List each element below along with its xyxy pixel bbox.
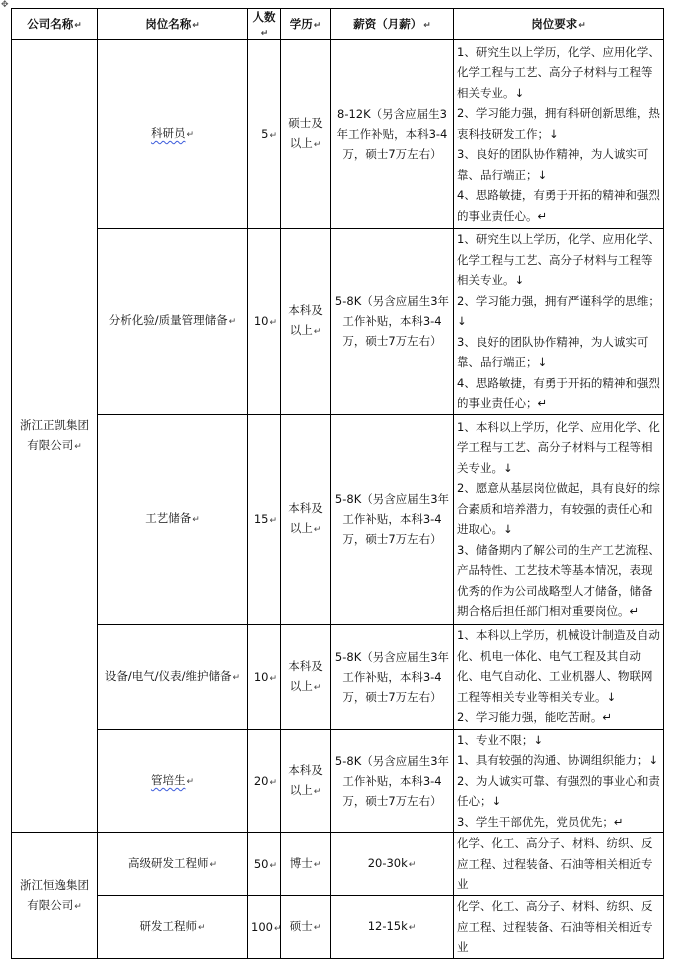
salary-cell: 5-8K（另含应届生3年工作补贴，本科3-4万，硕士7万左右）	[331, 624, 454, 729]
count-cell: 10↵	[248, 229, 281, 415]
requirement-line: 3、学生干部优先，党员优先；↵	[457, 814, 624, 829]
count-cell: 100↵	[248, 896, 281, 959]
position-title: 工艺储备	[145, 511, 192, 525]
table-row	[12, 833, 664, 896]
salary-cell: 8-12K（另含应届生3年工作补贴，本科3-4万，硕士7万左右）	[331, 40, 454, 229]
requirement-line: 1、本科以上学历，机械设计制造及自动化、机电一体化、电气工程及其自动化、电气自动化、工业机器人、物联网工程等相关专业等相关专业。↓	[457, 628, 660, 704]
salary-cell: 5-8K（另含应届生3年工作补贴，本科3-4万，硕士7万左右）	[331, 729, 454, 833]
position-title: 设备/电气/仪表/维护储备	[104, 668, 232, 683]
header-requirements: 岗位要求↵	[454, 9, 664, 40]
position-title-cell: 分析化验/质量管理储备↵	[98, 229, 248, 415]
position-title: 分析化验/质量管理储备	[108, 313, 228, 328]
requirement-line: 4、思路敏捷，有勇于开拓的精神和强烈的事业责任心。↵	[457, 188, 660, 223]
position-title-cell: 管培生↵	[98, 729, 248, 833]
table-row	[12, 896, 664, 959]
company-cell: 浙江正凯集团有限公司↵	[12, 40, 98, 833]
table-move-handle-icon[interactable]: ✥	[1, 0, 9, 10]
count-cell: 5↵	[248, 40, 281, 229]
requirement-line: 3、良好的团队协作精神，为人诚实可靠、品行端正；↓	[457, 334, 649, 369]
table-row	[12, 229, 664, 415]
salary-cell: 12-15k↵	[331, 896, 454, 959]
position-title: 研发工程师	[139, 919, 197, 933]
requirements-cell	[454, 229, 664, 415]
count-cell: 15↵	[248, 414, 281, 624]
education-cell: 博士↵	[281, 833, 331, 896]
requirement-line: 化学、化工、高分子、材料、纺织、反应工程、过程装备、石油等相关相近专业	[457, 899, 653, 955]
requirements-cell	[454, 729, 664, 833]
position-title: 科研员	[150, 126, 186, 140]
requirement-line: 1、研究生以上学历，化学、应用化学、化学工程与工艺、高分子材料与工程等相关专业。↓	[457, 44, 660, 100]
requirement-line: 1、研究生以上学历，化学、应用化学、化学工程与工艺、高分子材料与工程等相关专业。↓	[457, 232, 660, 287]
count-cell: 50↵	[248, 833, 281, 896]
requirement-line: 2、学习能力强，拥有科研创新思维，热衷科技研发工作；↓	[457, 106, 660, 141]
requirement-line: 1、本科以上学历，化学、应用化学、化学工程与工艺、高分子材料与工程等相关专业。↓	[457, 419, 660, 475]
requirements-cell	[454, 624, 664, 729]
education-cell: 本科及以上↵	[281, 414, 331, 624]
table-row	[12, 40, 664, 229]
salary-cell: 20-30k↵	[331, 833, 454, 896]
requirements-cell	[454, 414, 664, 624]
education-cell: 硕士及以上↵	[281, 40, 331, 229]
position-title-cell: 科研员↵	[98, 40, 248, 229]
education-cell: 硕士↵	[281, 896, 331, 959]
count-cell: 20↵	[248, 729, 281, 833]
job-table	[11, 8, 664, 959]
requirement-line: 1、专业不限；↓	[457, 732, 543, 747]
requirements-cell	[454, 896, 664, 959]
requirement-line: 3、储备期内了解公司的生产工艺流程、产品特性、工艺技术等基本情况，表现优秀的作为公司战略型人才储备，储备期合格后担任部门相对重要岗位。↵	[457, 542, 660, 618]
header-salary: 薪资（月薪）↵	[331, 9, 454, 40]
table-row	[12, 624, 664, 729]
education-cell: 本科及以上↵	[281, 624, 331, 729]
header-count: 人数↵	[248, 9, 281, 40]
salary-cell: 5-8K（另含应届生3年工作补贴，本科3-4万，硕士7万左右）	[331, 414, 454, 624]
header-company: 公司名称↵	[12, 9, 98, 40]
requirement-line: 2、学习能力强，拥有严谨科学的思维；↓	[457, 293, 660, 328]
header-position: 岗位名称↵	[98, 9, 248, 40]
position-title-cell: 工艺储备↵	[98, 414, 248, 624]
requirements-cell	[454, 833, 664, 896]
company-cell: 浙江恒逸集团有限公司↵	[12, 833, 98, 959]
position-title: 管培生	[150, 772, 186, 787]
position-title-cell: 高级研发工程师↵	[98, 833, 248, 896]
position-title-cell: 设备/电气/仪表/维护储备↵	[98, 624, 248, 729]
table-row	[12, 729, 664, 833]
requirement-line: 化学、化工、高分子、材料、纺织、反应工程、过程装备、石油等相关相近专业	[457, 836, 653, 892]
header-education: 学历↵	[281, 9, 331, 40]
requirement-line: 2、学习能力强，能吃苦耐。↵	[457, 710, 612, 725]
table-row	[12, 414, 664, 624]
salary-cell: 5-8K（另含应届生3年工作补贴，本科3-4万，硕士7万左右）	[331, 229, 454, 415]
header-row	[12, 9, 664, 40]
requirement-line: 2、为人诚实可靠、有强烈的事业心和责任心；↓	[457, 773, 660, 808]
education-cell: 本科及以上↵	[281, 229, 331, 415]
requirement-line: 4、思路敏捷，有勇于开拓的精神和强烈的事业责任心；↵	[457, 375, 660, 410]
requirement-line: 1、具有较强的沟通、协调组织能力；↓	[457, 753, 658, 767]
education-cell: 本科及以上↵	[281, 729, 331, 833]
requirements-cell	[454, 40, 664, 229]
requirement-line: 3、良好的团队协作精神，为人诚实可靠、品行端正；↓	[457, 147, 649, 182]
requirement-line: 2、愿意从基层岗位做起，具有良好的综合素质和培养潜力，有较强的责任心和进取心。↓	[457, 481, 660, 536]
position-title: 高级研发工程师	[127, 856, 209, 870]
count-cell: 10↵	[248, 624, 281, 729]
position-title-cell: 研发工程师↵	[98, 896, 248, 959]
